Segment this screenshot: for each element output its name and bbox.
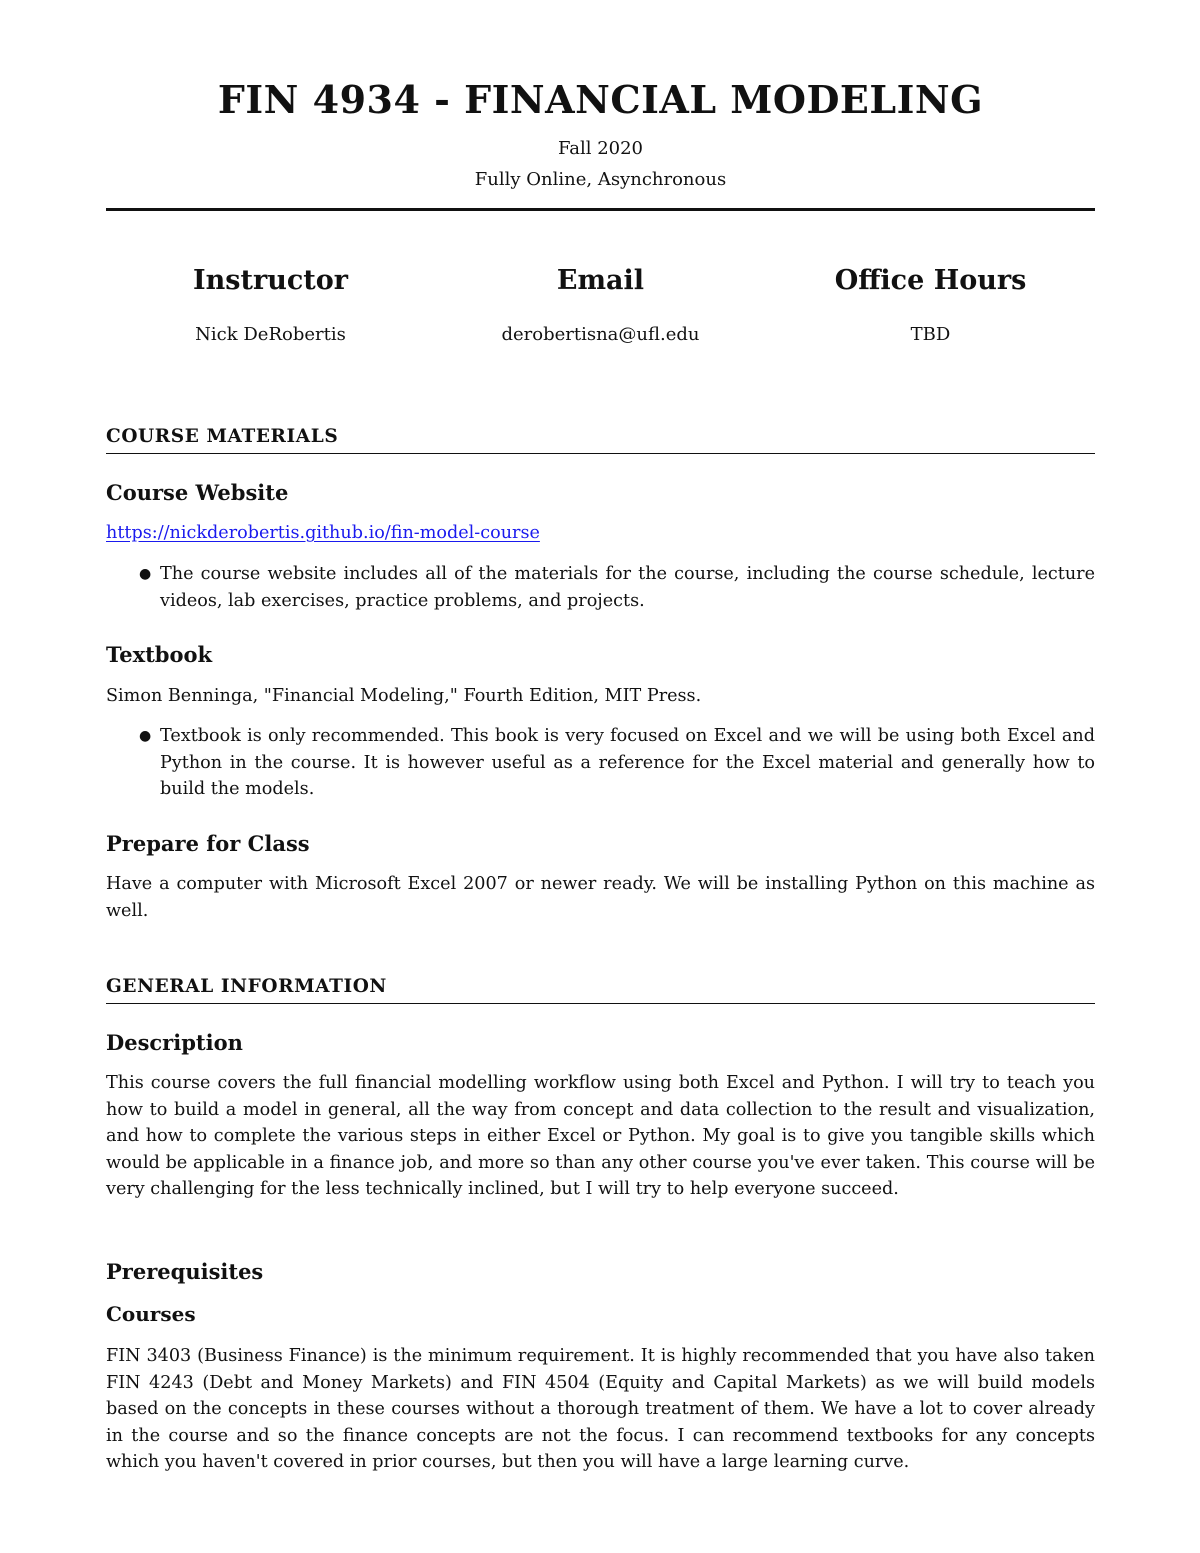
instructor-label: Instructor	[193, 265, 348, 296]
description-heading: Description	[106, 1030, 243, 1055]
course-materials-section	[106, 425, 1095, 454]
document-title: FIN 4934 - FINANCIAL MODELING	[217, 77, 984, 122]
email-column	[436, 264, 765, 346]
section-title-course-materials: COURSE MATERIALS	[106, 425, 1095, 454]
list-item	[106, 561, 1095, 614]
office-hours-label: Office Hours	[834, 265, 1027, 296]
course-term: Fall 2020	[557, 138, 644, 159]
office-hours-column	[766, 264, 1095, 346]
course-format: Fully Online, Asynchronous	[474, 169, 727, 190]
bullet-dot-icon: ●	[139, 728, 152, 744]
textbook-note: Textbook is only recommended. This book is very focused on Excel and we will be using both Excel and Python in the course. It is however useful as a reference for the Excel material and generally how to build the models.	[160, 726, 1095, 799]
textbook-bullets	[106, 723, 1095, 803]
bullet-dot-icon: ●	[139, 566, 152, 582]
prepare-text: Have a computer with Microsoft Excel 2007 or newer ready. We will be installing Python on this machine as well.	[106, 874, 1095, 921]
courses-text: FIN 3403 (Business Finance) is the minimum requirement. It is highly recommended that you have also taken FIN 4243 (Debt and Money Markets) and FIN 4504 (Equity and Capital Markets) as we will build models based on the concepts in these courses without a thorough treatment of them. We have a lot to cover already in the course and so the finance concepts are not the focus. I can recommend textbooks for any concepts which you haven't covered in prior courses, but then you will have a large learning curve.	[106, 1346, 1095, 1472]
office-hours-value: TBD	[910, 324, 951, 345]
description-text: This course covers the full financial modelling workflow using both Excel and Python. I will try to teach you how to build a model in general, all the way from concept and data collection to the result and visualization, and how to complete the various steps in either Excel or Python. My goal is to give you tangible skills which would be applicable in a finance job, and more so than any other course you've ever taken. This course will be very challenging for the less technically inclined, but I will try to help everyone succeed.	[106, 1073, 1095, 1199]
section-title-general-information: GENERAL INFORMATION	[106, 975, 1095, 1004]
course-website-link[interactable]: https://nickderobertis.github.io/fin-model-course	[106, 523, 540, 543]
list-item	[106, 723, 1095, 803]
course-website-note: The course website includes all of the materials for the course, including the course schedule, lecture videos, lab exercises, practice problems, and projects.	[160, 564, 1095, 611]
prepare-heading: Prepare for Class	[106, 831, 310, 856]
textbook-heading: Textbook	[106, 642, 213, 667]
courses-heading: Courses	[106, 1302, 196, 1326]
course-website-heading: Course Website	[106, 480, 289, 505]
course-website-link-row	[106, 520, 1095, 546]
textbook-citation: Simon Benninga, "Financial Modeling," Fourth Edition, MIT Press.	[106, 686, 702, 706]
email-address: derobertisna@ufl.edu	[501, 324, 700, 345]
prerequisites-heading: Prerequisites	[106, 1259, 264, 1284]
title-divider	[106, 208, 1095, 211]
instructor-column	[106, 264, 435, 346]
general-information-section	[106, 975, 1095, 1004]
instructor-name: Nick DeRobertis	[195, 324, 346, 345]
course-website-bullets	[106, 561, 1095, 614]
email-label: Email	[556, 265, 645, 296]
